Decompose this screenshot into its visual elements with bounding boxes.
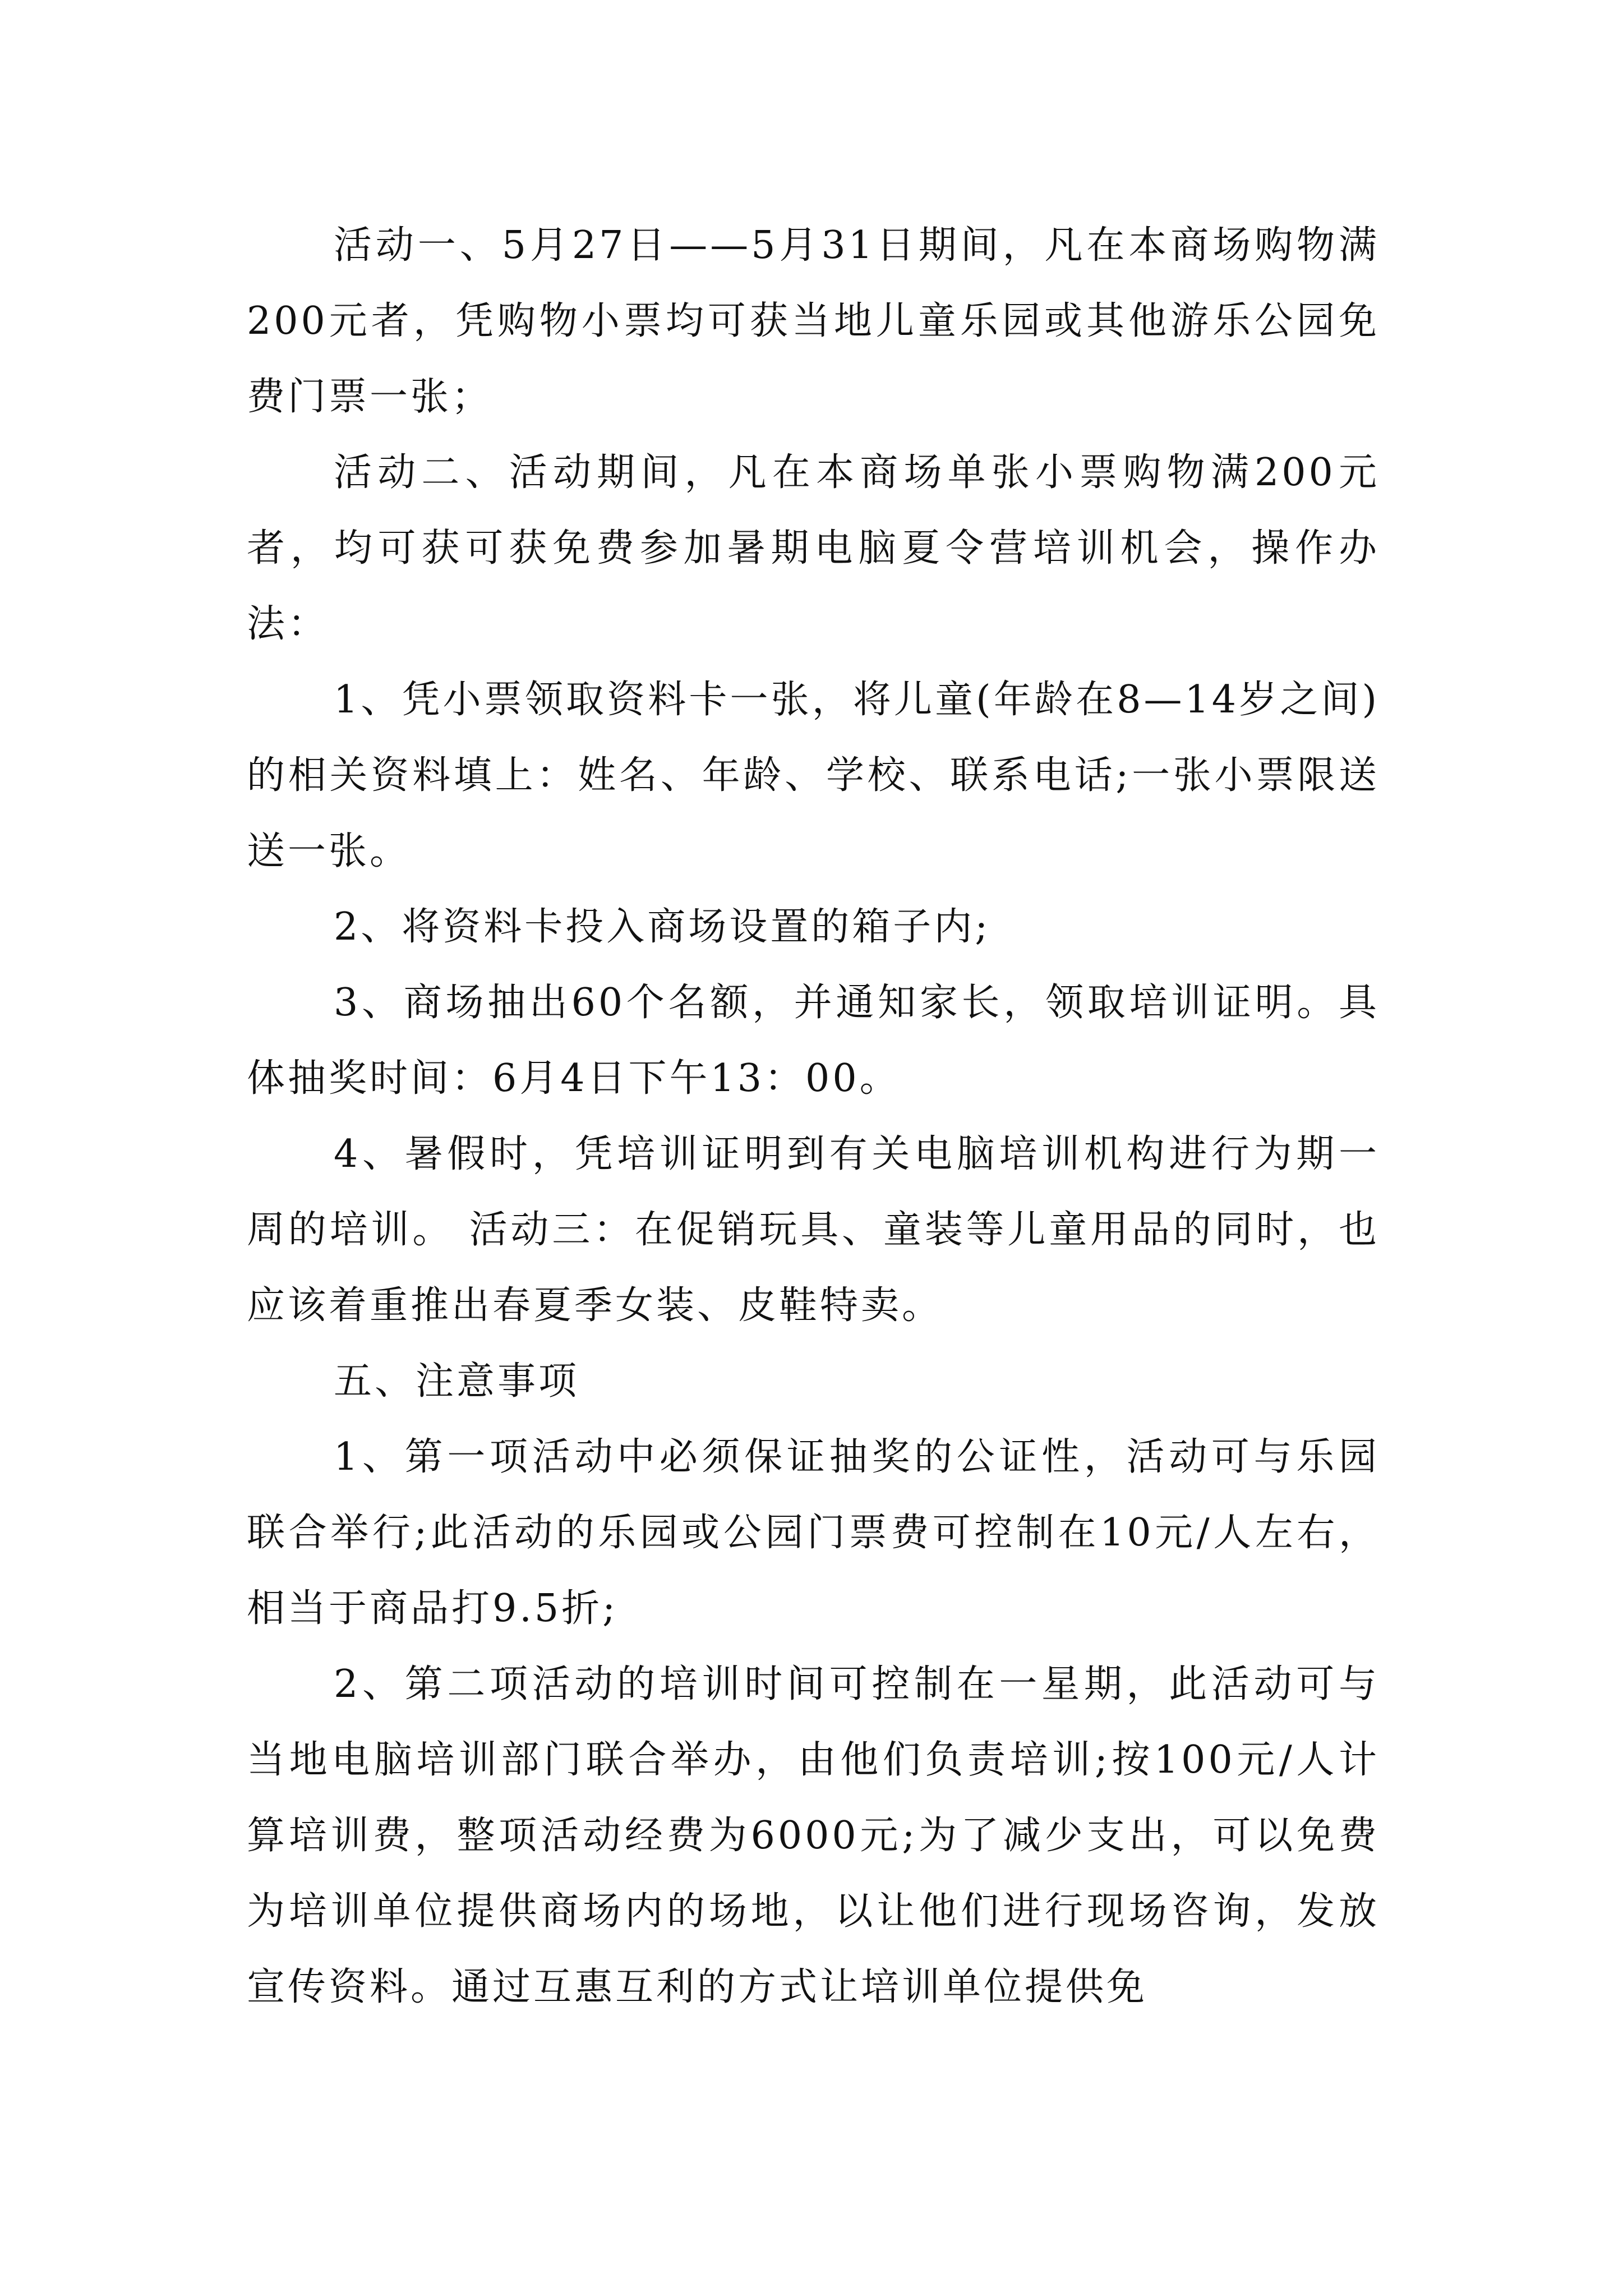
- paragraph-step-2: 2、将资料卡投入商场设置的箱子内;: [334, 905, 991, 949]
- paragraph-step-3: 3、商场抽出60个名额，并通知家长，领取培训证明。具体抽奖时间：6月4日下午13：00。: [247, 981, 1380, 1101]
- paragraph-step-1: 1、凭小票领取资料卡一张，将儿童(年龄在8—14岁之间)的相关资料填上：姓名、年龄、学校、联系电话;一张小票限送送一张。: [247, 678, 1380, 873]
- paragraph-activity-two: 活动二、活动期间，凡在本商场单张小票购物满200元者，均可获可获免费参加暑期电脑夏令营培训机会，操作办法：: [247, 450, 1380, 646]
- document-body: [247, 208, 1380, 2025]
- paragraph-note-2: 2、第二项活动的培训时间可控制在一星期，此活动可与当地电脑培训部门联合举办，由他们负责培训;按100元/人计算培训费，整项活动经费为6000元;为了减少支出，可以免费为培训单位提供商场内的场地，以让他们进行现场咨询，发放宣传资料。通过互惠互利的方式让培训单位提供免: [247, 1662, 1380, 2009]
- section-heading-notes: 五、注意事项: [334, 1359, 580, 1404]
- paragraph-activity-one: 活动一、5月27日——5月31日期间，凡在本商场购物满200元者，凭购物小票均可获当地儿童乐园或其他游乐公园免费门票一张；: [247, 223, 1380, 419]
- paragraph-step-4: 4、暑假时，凭培训证明到有关电脑培训机构进行为期一周的培训。 活动三：在促销玩具、童装等儿童用品的同时，也应该着重推出春夏季女装、皮鞋特卖。: [247, 1132, 1380, 1328]
- paragraph-note-1: 1、第一项活动中必须保证抽奖的公证性，活动可与乐园联合举行;此活动的乐园或公园门票费可控制在10元/人左右，相当于商品打9.5折;: [247, 1435, 1380, 1631]
